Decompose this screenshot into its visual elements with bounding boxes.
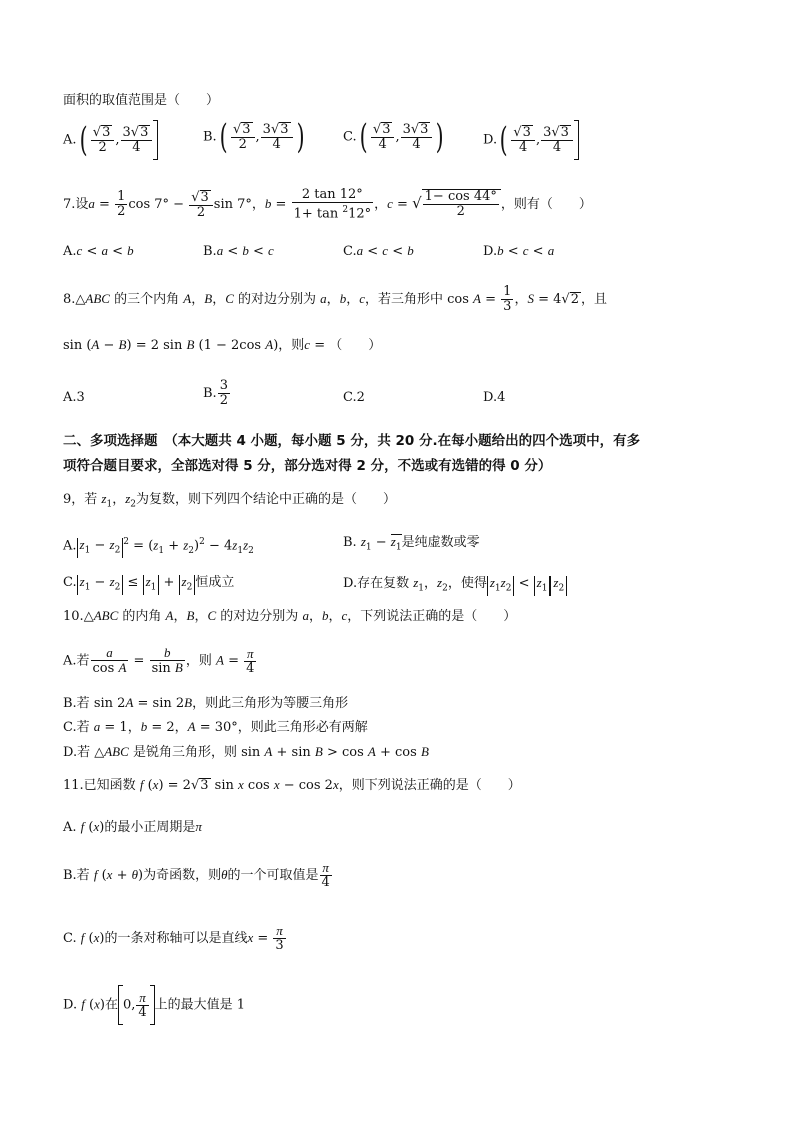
q9-option-c[interactable]: C. $z_1 - z_2 \le z_1 + z_2$ 恒成立 [63, 574, 235, 593]
question-7-stem: 7.设a = $\frac{1}{2}$ cos 7° − $\frac{√3}{2}$ sin 7°，b = $\frac{2 \tan 12^\circ}{1+ \tan ^212^\circ}$ ，c = √ $\frac{1- \cos 44^\circ}{2}$ ，则有（ ） [63, 187, 592, 222]
q11-option-a[interactable]: A. f (x)的最小正周期是π [63, 819, 202, 835]
q10-option-d[interactable]: D.若 △ABC 是锐角三角形，则 sin A + sin B > cos A + cos B [63, 744, 429, 760]
q7-option-c[interactable]: C.a < c < b [343, 243, 414, 259]
section-header-line1: 二、多项选择题 （本大题共 4 小题，每小题 5 分，共 20 分.在每小题给出的四个选项中，有多 [63, 433, 641, 449]
q9-option-d[interactable]: D.存在复数 $z_1$，$z_2$，使得 $z_1z_2 < z_1$ $z_2$ [343, 574, 567, 598]
q7-option-b[interactable]: B.a < b < c [203, 243, 274, 259]
q6-option-b[interactable]: B.( $\frac{√3}{2}$ , $\frac{3√3}{4}$ ) [203, 117, 305, 157]
q8-option-a[interactable]: A.3 [63, 390, 85, 405]
q6-option-a[interactable]: A.( $\frac{√3}{2}$ , $\frac{3√3}{4}$ [63, 120, 158, 160]
q7-option-d[interactable]: D.b < c < a [483, 243, 555, 259]
question-6-stem-tail: 面积的取值范围是（ ） [63, 93, 220, 108]
question-11-stem: 11.已知函数 f (x) = 2√3 sin x cos x − cos 2x，则下列说法正确的是（ ） [63, 777, 521, 793]
question-8-stem-line1: 8.△ABC 的三个内角 A，B，C 的对边分别为 a，b，c，若三角形中 cos A = $\frac{1}{3}$ ，S = 4√2 ，且 [63, 284, 607, 314]
question-10-stem: 10.△ABC 的内角 A，B，C 的对边分别为 a，b，c，下列说法正确的是（ ） [63, 608, 517, 624]
q11-option-b[interactable]: B.若 f (x + θ)为奇函数，则θ的一个可取值是 $\frac{\pi}{4}$ [63, 860, 330, 890]
option-label: C. [343, 129, 357, 145]
q8-option-b[interactable]: B. $\frac{3}{2}$ [203, 378, 228, 408]
question-8-stem-line2: sin (A − B) = 2 sin B (1 − 2cos A)，则c = （ ） [63, 337, 382, 353]
q11-option-d[interactable]: D. f (x)在 0, $\frac{\pi}{4}$ 上的最大值是 1 [63, 985, 245, 1025]
option-label: D. [483, 132, 498, 148]
q8-option-d[interactable]: D.4 [483, 390, 506, 405]
q10-option-c[interactable]: C.若 a = 1，b = 2，A = 30°，则此三角形必有两解 [63, 719, 368, 735]
q9-option-a[interactable]: A. $z_1 - z_2^2 = (z_1 + z_2)^2 - 4z_1z_2$ [63, 537, 254, 556]
q7-option-a[interactable]: A.c < a < b [63, 243, 134, 259]
option-label: B. [203, 129, 217, 145]
section-header-line2: 项符合题目要求，全部选对得 5 分，部分选对得 2 分，不选或有选错的得 0 分） [63, 458, 552, 474]
q6-option-d[interactable]: D.( $\frac{√3}{4}$ , $\frac{3√3}{4}$ [483, 120, 579, 160]
q9-option-b[interactable]: B. $z_1 - z_1$是纯虚数或零 [343, 534, 480, 553]
option-label: A. [63, 132, 77, 148]
q10-option-b[interactable]: B.若 sin 2A = sin 2B，则此三角形为等腰三角形 [63, 695, 349, 711]
q11-option-c[interactable]: C. f (x)的一条对称轴可以是直线x = $\frac{\pi}{3}$ [63, 923, 284, 953]
q10-option-a[interactable]: A.若 $\frac{a}{\text{cos A}}$ = $\frac{b}{\text{sin B}}$ ，则 A = $\frac{\pi}{4}$ [63, 645, 255, 676]
q6-option-c[interactable]: C.( $\frac{√3}{4}$ , $\frac{3√3}{4}$ ) [343, 117, 445, 157]
q8-option-c[interactable]: C.2 [343, 390, 365, 405]
question-9-stem: 9，若 $z_1$，$z_2$为复数，则下列四个结论中正确的是（ ） [63, 491, 397, 510]
